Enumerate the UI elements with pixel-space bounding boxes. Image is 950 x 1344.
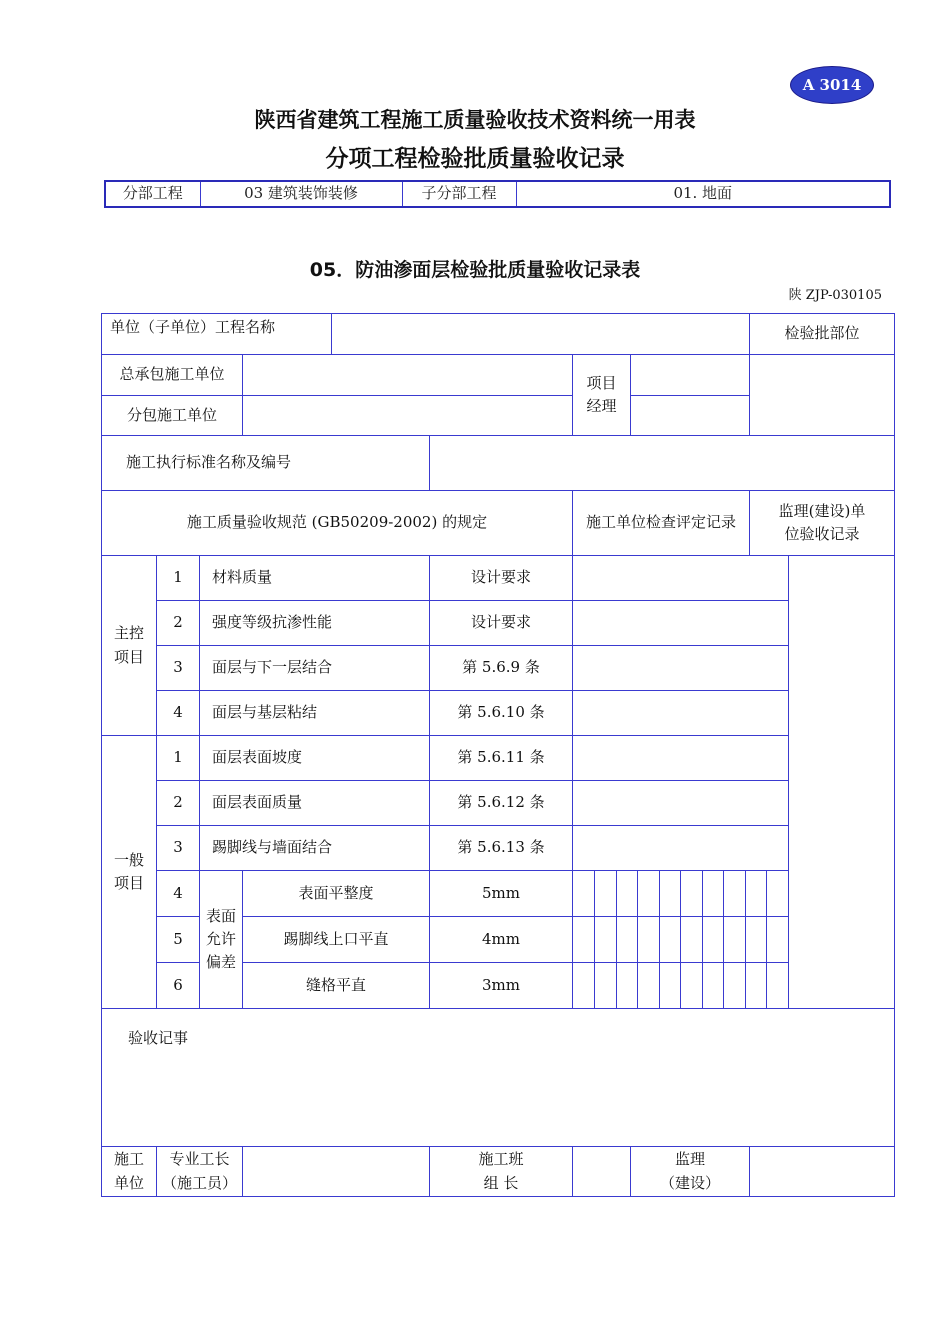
division-header-table — [104, 180, 891, 208]
measurement-grid — [573, 917, 789, 963]
item-number: 6 — [157, 963, 200, 1009]
main-control-label-1: 主控 — [113, 624, 144, 643]
measurement-cell[interactable] — [767, 917, 789, 962]
remarks-label: 验收记事 — [128, 1029, 189, 1047]
measurement-cell[interactable] — [595, 871, 617, 916]
table-row — [102, 826, 895, 871]
supervision-column-header — [750, 491, 895, 556]
item-name: 踢脚线上口平直 — [243, 917, 430, 963]
item-name: 面层表面坡度 — [200, 736, 430, 781]
table-row — [102, 871, 895, 917]
measurement-cell[interactable] — [745, 917, 767, 962]
subcontractor-field[interactable] — [243, 396, 573, 436]
item-number: 3 — [157, 826, 200, 871]
measurement-cell[interactable] — [573, 963, 595, 1008]
item-name: 材料质量 — [200, 556, 430, 601]
deviation-label-1: 表面 — [205, 906, 236, 925]
item-requirement: 第 5.6.13 条 — [430, 826, 573, 871]
batch-part-label: 检验批部位 — [750, 314, 895, 355]
item-name: 踢脚线与墙面结合 — [200, 826, 430, 871]
table-row — [102, 736, 895, 781]
measurement-cell[interactable] — [702, 963, 724, 1008]
supervisor-label — [631, 1147, 750, 1197]
signature-unit-label-2: 单位 — [113, 1173, 144, 1192]
measurement-cell[interactable] — [573, 917, 595, 962]
remarks-area[interactable] — [102, 1009, 895, 1147]
form-title: 05．防油渗面层检验批质量验收记录表 — [309, 259, 641, 281]
general-label-1: 一般 — [113, 850, 144, 869]
team-leader-label-2: 组 长 — [483, 1173, 519, 1192]
measurement-cell[interactable] — [702, 871, 724, 916]
team-leader-label — [430, 1147, 573, 1197]
batch-part-field[interactable] — [750, 355, 895, 436]
measurement-cell[interactable] — [659, 917, 681, 962]
general-contractor-label: 总承包施工单位 — [102, 355, 243, 396]
foreman-label-1: 专业工长 — [169, 1150, 230, 1169]
measurement-cell[interactable] — [724, 963, 746, 1008]
inspection-record-table — [101, 313, 895, 1197]
project-manager-label-1: 项目 — [586, 373, 617, 392]
project-manager-label — [573, 355, 631, 436]
supervision-header-1: 监理(建设)单 — [778, 501, 866, 520]
item-name: 面层与下一层结合 — [200, 646, 430, 691]
measurement-cell[interactable] — [638, 917, 660, 962]
supervision-header-2: 位验收记录 — [784, 525, 860, 543]
item-number: 4 — [157, 691, 200, 736]
project-manager-label-2: 经理 — [586, 397, 617, 415]
foreman-signature-field[interactable] — [243, 1147, 430, 1197]
document-subtitle: 分项工程检验批质量验收记录 — [325, 146, 625, 172]
item-name: 面层表面质量 — [200, 781, 430, 826]
document-title: 陕西省建筑工程施工质量验收技术资料统一用表 — [254, 108, 696, 132]
measurement-cell[interactable] — [616, 917, 638, 962]
project-manager-field-2[interactable] — [631, 396, 750, 436]
form-code: 陕 ZJP-030105 — [788, 288, 882, 303]
item-requirement: 第 5.6.9 条 — [430, 646, 573, 691]
spec-column-header: 施工质量验收规范 (GB50209-2002) 的规定 — [102, 491, 573, 556]
measurement-cell[interactable] — [659, 871, 681, 916]
main-control-label-2: 项目 — [113, 647, 144, 666]
deviation-label — [200, 871, 243, 1009]
table-row — [102, 691, 895, 736]
signature-unit-label — [102, 1147, 157, 1197]
supervisor-signature-field[interactable] — [750, 1147, 895, 1197]
measurement-cell[interactable] — [616, 871, 638, 916]
signature-unit-label-1: 施工 — [113, 1150, 144, 1169]
table-row — [102, 781, 895, 826]
subdivision-value[interactable]: 01. 地面 — [516, 181, 890, 207]
project-name-label: 单位（子单位）工程名称 — [102, 314, 332, 355]
supervisor-label-2: （建设） — [660, 1173, 721, 1192]
item-requirement: 设计要求 — [430, 556, 573, 601]
deviation-label-2: 允许 — [205, 929, 236, 948]
item-requirement: 第 5.6.11 条 — [430, 736, 573, 781]
measurement-cell[interactable] — [702, 917, 724, 962]
item-number: 5 — [157, 917, 200, 963]
subdivision-label: 子分部工程 — [402, 181, 516, 207]
item-tolerance: 4mm — [430, 917, 573, 963]
item-name: 面层与基层粘结 — [200, 691, 430, 736]
measurement-cells — [573, 871, 788, 916]
item-name: 强度等级抗渗性能 — [200, 601, 430, 646]
division-label: 分部工程 — [105, 181, 200, 207]
measurement-cells — [573, 917, 788, 962]
check-record-field[interactable] — [573, 556, 789, 601]
item-number: 1 — [157, 556, 200, 601]
table-row — [102, 556, 895, 601]
check-column-header: 施工单位检查评定记录 — [573, 491, 750, 556]
foreman-label-2: （施工员） — [161, 1173, 237, 1192]
form-number-badge: A 3014 — [790, 66, 874, 104]
standard-label: 施工执行标准名称及编号 — [102, 436, 430, 491]
measurement-grid — [573, 871, 789, 917]
check-record-field[interactable] — [573, 646, 789, 691]
supervisor-label-1: 监理 — [675, 1150, 706, 1169]
check-record-field[interactable] — [573, 601, 789, 646]
measurement-cell[interactable] — [681, 917, 703, 962]
item-requirement: 第 5.6.10 条 — [430, 691, 573, 736]
item-number: 3 — [157, 646, 200, 691]
measurement-cell[interactable] — [724, 917, 746, 962]
measurement-cell[interactable] — [659, 963, 681, 1008]
check-record-field[interactable] — [573, 691, 789, 736]
item-number: 1 — [157, 736, 200, 781]
item-tolerance: 3mm — [430, 963, 573, 1009]
item-name: 表面平整度 — [243, 871, 430, 917]
foreman-label — [157, 1147, 243, 1197]
general-contractor-field[interactable] — [243, 355, 573, 396]
item-number: 4 — [157, 871, 200, 917]
project-name-field[interactable] — [332, 314, 750, 355]
supervision-record-field[interactable] — [789, 556, 895, 1009]
measurement-grid — [573, 963, 789, 1009]
subcontractor-label: 分包施工单位 — [102, 396, 243, 436]
measurement-cell[interactable] — [767, 963, 789, 1008]
table-row — [102, 601, 895, 646]
general-label — [102, 736, 157, 1009]
measurement-cell[interactable] — [573, 871, 595, 916]
main-control-label — [102, 556, 157, 736]
item-requirement: 设计要求 — [430, 601, 573, 646]
measurement-cell[interactable] — [616, 963, 638, 1008]
check-record-field[interactable] — [573, 826, 789, 871]
measurement-cell[interactable] — [681, 871, 703, 916]
project-manager-field-1[interactable] — [631, 355, 750, 396]
standard-field[interactable] — [430, 436, 895, 491]
item-number: 2 — [157, 781, 200, 826]
item-tolerance: 5mm — [430, 871, 573, 917]
measurement-cell[interactable] — [724, 871, 746, 916]
item-name: 缝格平直 — [243, 963, 430, 1009]
division-value[interactable]: 03 建筑装饰装修 — [200, 181, 402, 207]
team-leader-signature-field[interactable] — [573, 1147, 631, 1197]
measurement-cell[interactable] — [638, 963, 660, 1008]
measurement-cells — [573, 963, 788, 1008]
measurement-cell[interactable] — [745, 871, 767, 916]
measurement-cell[interactable] — [767, 871, 789, 916]
general-label-2: 项目 — [113, 874, 144, 892]
measurement-cell[interactable] — [681, 963, 703, 1008]
measurement-cell[interactable] — [638, 871, 660, 916]
check-record-field[interactable] — [573, 781, 789, 826]
measurement-cell[interactable] — [745, 963, 767, 1008]
team-leader-label-1: 施工班 — [478, 1150, 524, 1169]
measurement-cell[interactable] — [595, 917, 617, 962]
deviation-label-3: 偏差 — [205, 953, 236, 972]
item-number: 2 — [157, 601, 200, 646]
table-row — [102, 646, 895, 691]
check-record-field[interactable] — [573, 736, 789, 781]
item-requirement: 第 5.6.12 条 — [430, 781, 573, 826]
measurement-cell[interactable] — [595, 963, 617, 1008]
